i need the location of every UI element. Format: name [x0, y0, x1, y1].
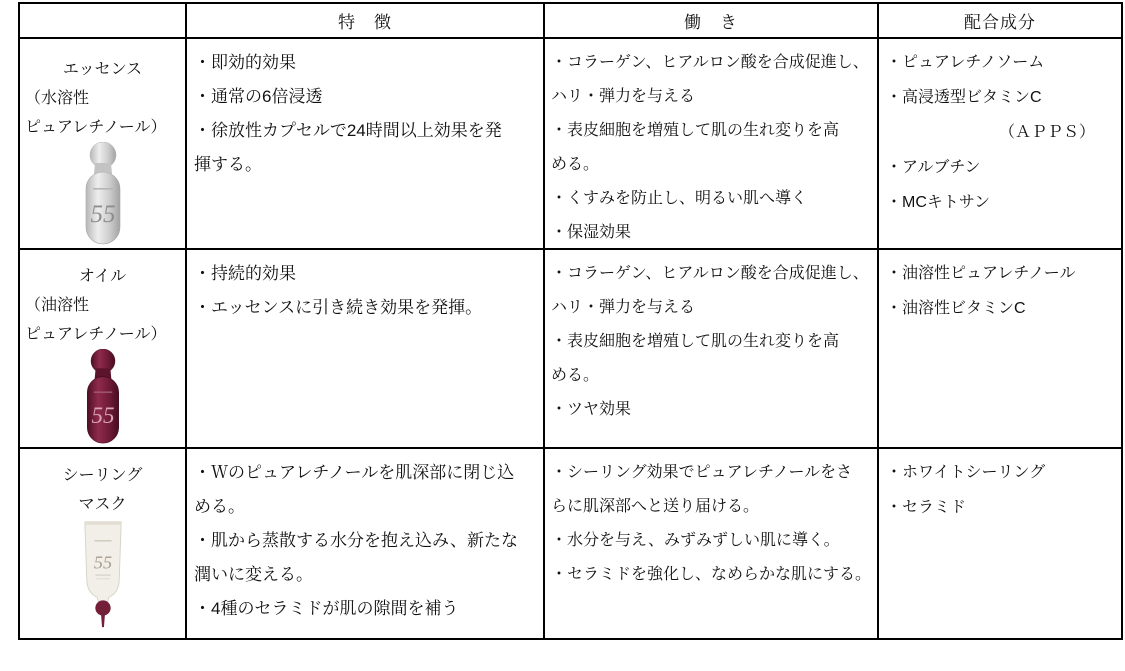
oil-bottle-image — [73, 349, 133, 445]
feature-line: ・肌から蒸散する水分を抱え込み、新たな — [194, 531, 519, 550]
ingredient-line: ・ホワイトシーリング — [886, 464, 1046, 481]
product-name-line: （油溶性 — [25, 297, 90, 314]
bottle-label-55: 55 — [90, 201, 115, 228]
feature-line: ・徐放性カプセルで24時間以上効果を発 — [194, 121, 502, 140]
feature-line: ・持続的効果 — [194, 264, 296, 283]
product-cell-sealing-mask — [20, 449, 187, 638]
working-line: ・表皮細胞を増殖して肌の生れ変りを高 — [551, 122, 840, 139]
feature-line: ・4種のセラミドが肌の隙間を補う — [194, 599, 459, 618]
ingredient-line: （ＡＰＰＳ） — [998, 124, 1095, 141]
features-cell-oil — [187, 250, 545, 449]
ingredient-line: ・油溶性ビタミンC — [886, 300, 1026, 317]
ingredient-line: ・セラミド — [886, 499, 967, 516]
product-name-line: ピュアレチノール） — [25, 326, 167, 343]
ingredient-line: ・ピュアレチノソーム — [886, 54, 1045, 71]
working-line: ・コラーゲン、ヒアルロン酸を合成促進し、 — [551, 54, 869, 71]
product-name-essence — [20, 39, 185, 142]
working-cell-sealing-mask — [545, 449, 879, 638]
header-features: 特 徴 — [187, 4, 545, 39]
product-name-line: シーリング — [62, 467, 143, 484]
product-name-line: マスク — [78, 496, 127, 513]
ingredient-line: ・高浸透型ビタミンC — [886, 89, 1042, 106]
working-cell-essence — [545, 39, 879, 250]
product-cell-essence — [20, 39, 187, 250]
product-name-oil — [20, 250, 185, 349]
header-ingredients: 配合成分 — [879, 4, 1121, 39]
header-working: 働 き — [545, 4, 879, 39]
working-cell-oil — [545, 250, 879, 449]
ingredients-cell-essence — [879, 39, 1121, 250]
product-name-line: エッセンス — [62, 61, 143, 78]
header-product — [20, 4, 187, 39]
product-name-line: （水溶性 — [25, 90, 90, 107]
feature-line: ・エッセンスに引き続き効果を発揮。 — [194, 298, 483, 317]
feature-line: ・Ｗのピュアレチノールを肌深部に閉じ込 — [194, 463, 515, 482]
working-line: める。 — [551, 367, 600, 384]
essence-bottle-image — [71, 142, 135, 246]
bottle-label-55: 55 — [93, 552, 112, 573]
feature-line: ・通常の6倍浸透 — [194, 87, 323, 106]
product-name-sealing-mask — [20, 449, 185, 519]
working-line: ・くすみを防止し、明るい肌へ導く — [551, 190, 808, 207]
working-line: ・表皮細胞を増殖して肌の生れ変りを高 — [551, 333, 840, 350]
product-name-line: オイル — [78, 268, 127, 285]
features-cell-sealing-mask — [187, 449, 545, 638]
sealing-mask-tube-image — [79, 519, 127, 630]
ingredients-cell-sealing-mask — [879, 449, 1121, 638]
ingredient-line: ・油溶性ピュアレチノール — [886, 265, 1076, 282]
ingredient-line: ・MCキトサン — [886, 194, 991, 211]
working-line: ・シーリング効果でピュアレチノールをさ — [551, 464, 853, 481]
working-line: ・保湿効果 — [551, 224, 632, 241]
working-line: ハリ・弾力を与える — [551, 88, 696, 105]
features-cell-essence — [187, 39, 545, 250]
working-line: ・ツヤ効果 — [551, 401, 632, 418]
feature-line: 揮する。 — [194, 155, 262, 174]
working-line: らに肌深部へと送り届ける。 — [551, 498, 760, 515]
feature-line: 潤いに変える。 — [194, 565, 313, 584]
working-line: める。 — [551, 156, 600, 173]
working-line: ハリ・弾力を与える — [551, 299, 696, 316]
bottle-label-55: 55 — [90, 401, 115, 428]
product-cell-oil — [20, 250, 187, 449]
product-comparison-table — [18, 2, 1123, 640]
working-line: ・セラミドを強化し、なめらかな肌にする。 — [551, 566, 872, 583]
feature-line: める。 — [194, 497, 245, 516]
product-name-line: ピュアレチノール） — [25, 119, 167, 136]
ingredients-cell-oil — [879, 250, 1121, 449]
working-line: ・コラーゲン、ヒアルロン酸を合成促進し、 — [551, 265, 869, 282]
feature-line: ・即効的効果 — [194, 53, 296, 72]
working-line: ・水分を与え、みずみずしい肌に導く。 — [551, 532, 840, 549]
ingredient-line: ・アルブチン — [886, 159, 981, 176]
